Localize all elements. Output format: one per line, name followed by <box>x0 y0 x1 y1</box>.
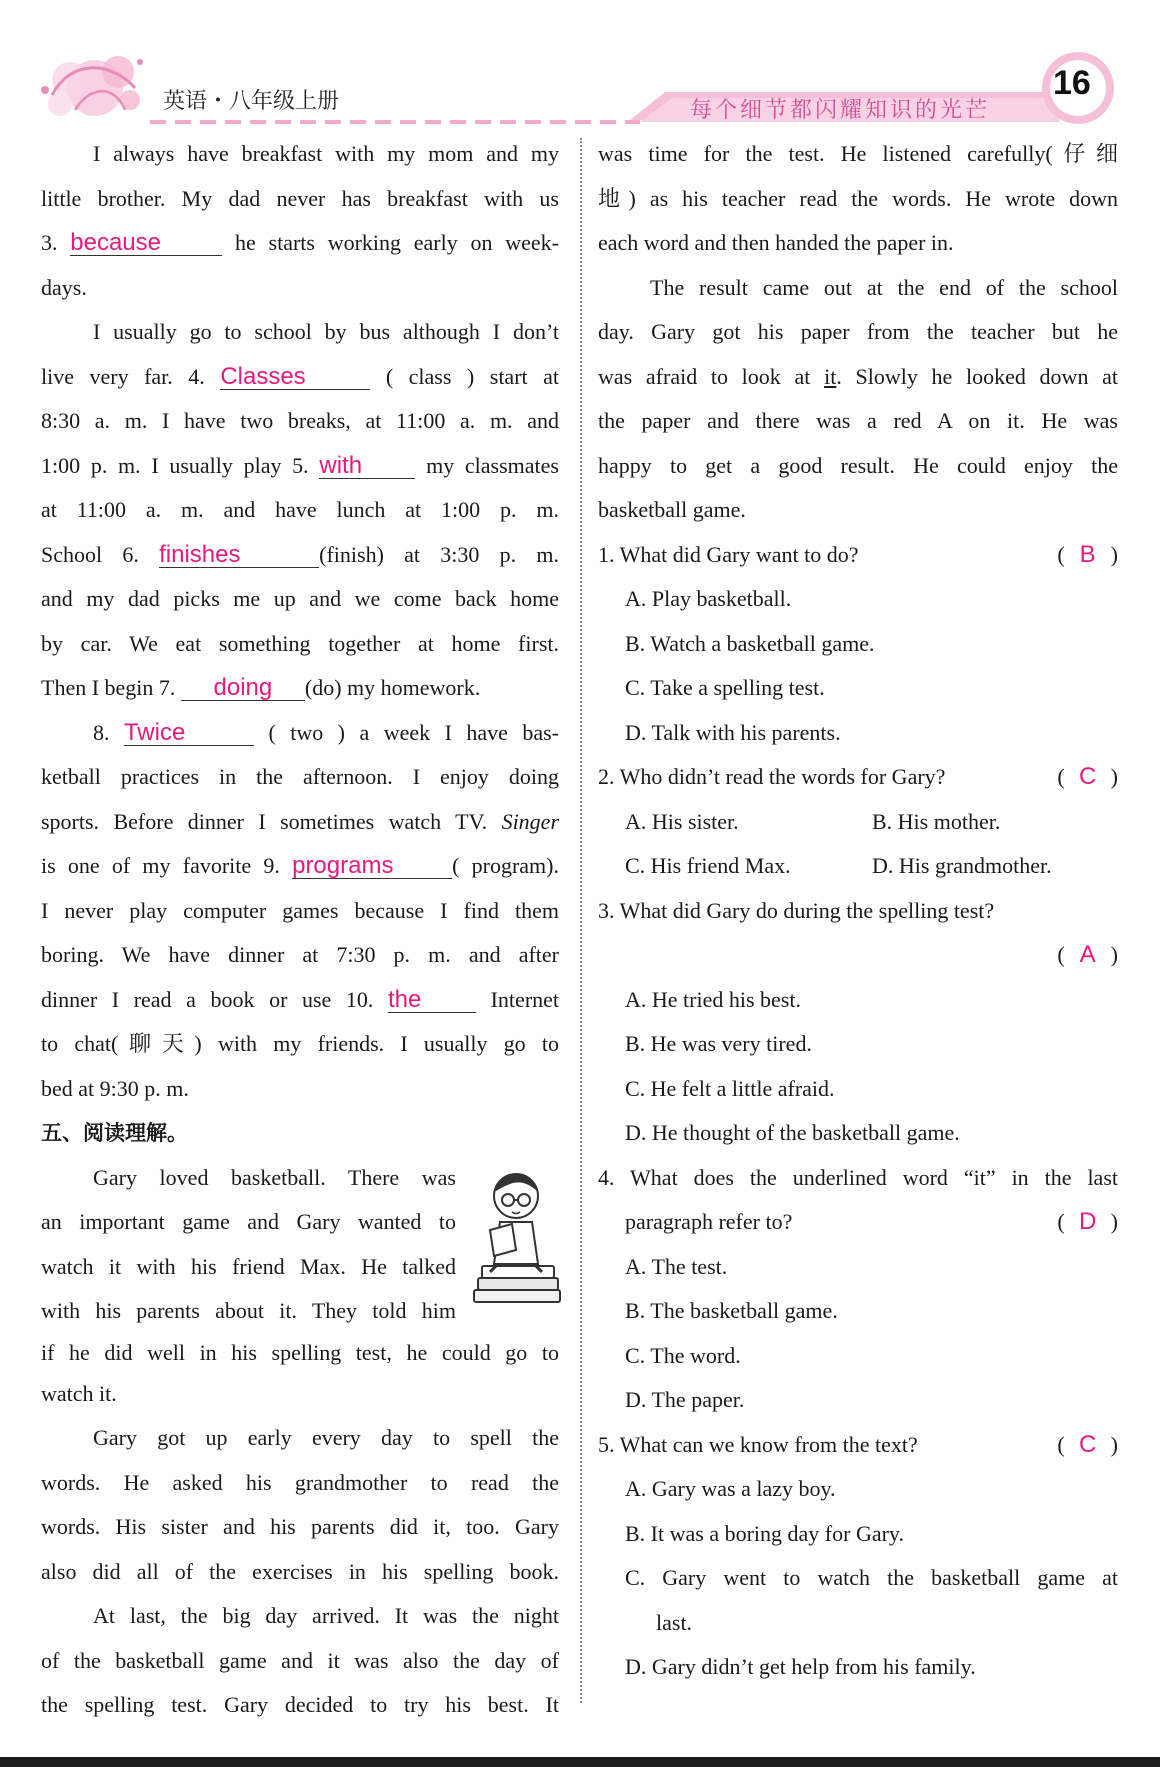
text-line: at 11:00 a. m. and have lunch at 1:00 p. m. <box>41 497 559 522</box>
text-line: the paper and there was a red A on it. He was <box>598 408 1118 433</box>
text-line: words. He asked his grandmother to read the <box>41 1469 559 1495</box>
boy-reading-illustration-icon <box>470 1160 565 1310</box>
text-line: little brother. My dad never has breakfast with us <box>41 185 559 211</box>
text-fragment: ( program). <box>452 853 559 878</box>
text-line: happy to get a good result. He could enjoy the <box>598 452 1118 478</box>
text-line: ketball practices in the afternoon. I enjoy doing <box>41 764 559 789</box>
option-row <box>598 800 1118 845</box>
option[interactable]: B. Watch a basketball game. <box>625 630 875 656</box>
text-line: by car. We eat something together at home first. <box>41 630 559 656</box>
page-header <box>0 0 1160 130</box>
floral-ornament-icon <box>41 56 143 116</box>
option[interactable] <box>598 1556 1118 1645</box>
text-line: was time for the test. He listened carefully(仔细 <box>598 141 1118 166</box>
answer-bracket: ( D ) <box>1057 1200 1118 1245</box>
text-line <box>41 444 559 489</box>
text-line <box>41 666 559 711</box>
option[interactable]: A. Gary was a lazy boy. <box>625 1476 836 1501</box>
question-3: 3. What did Gary do during the spelling test? <box>598 897 995 923</box>
option[interactable]: D. Gary didn’t get help from his family. <box>625 1654 976 1679</box>
question-text: 1. What did Gary want to do? <box>598 541 859 567</box>
answer-blank-7[interactable]: doing <box>181 676 305 701</box>
answer-q5[interactable]: C <box>1079 1430 1097 1458</box>
text-line <box>41 221 559 266</box>
option[interactable]: A. His sister. <box>625 808 739 834</box>
text-line <box>41 355 559 400</box>
answer-q3[interactable]: A <box>1079 941 1096 968</box>
option[interactable]: D. His grandmother. <box>872 853 1052 878</box>
text-fragment: ( class ) start at <box>385 363 560 389</box>
text-line: I never play computer games because I find them <box>41 897 559 923</box>
question-text: 2. Who didn’t read the words for Gary? <box>598 764 946 789</box>
text-line: of the basketball game and it was also the day of <box>41 1647 559 1673</box>
header-motto: 每个细节都闪耀知识的光芒 <box>690 98 991 123</box>
text-line: 8:30 a. m. I have two breaks, at 11:00 a. m. and <box>41 408 559 433</box>
text-line: if he did well in his spelling test, he could go to <box>41 1339 559 1365</box>
text-line <box>41 844 559 889</box>
page-number: 16 <box>1053 64 1091 102</box>
text-line: I always have breakfast with my mom and my <box>93 141 559 166</box>
text-fragment: Internet <box>490 986 560 1012</box>
italic-title: Singer <box>501 808 560 834</box>
underlined-word: it <box>824 363 837 389</box>
text-line: basketball game. <box>598 497 746 522</box>
answer-blank-4[interactable]: Classes <box>220 365 370 390</box>
answer-blank-9[interactable]: programs <box>292 854 452 879</box>
answer-bracket: ( C ) <box>1057 1423 1118 1468</box>
text-line: days. <box>41 274 87 300</box>
question-1 <box>598 533 1118 578</box>
text-fragment: 8. <box>93 719 110 745</box>
text-line <box>41 533 559 578</box>
option[interactable]: D. He thought of the basketball game. <box>625 1120 960 1145</box>
text-line: watch it. <box>41 1380 117 1406</box>
option-line: C. Gary went to watch the basketball game at <box>625 1565 1118 1590</box>
answer-bracket: ( A ) <box>598 933 1118 978</box>
question-4-cont <box>598 1200 1118 1245</box>
answer-bracket: ( B ) <box>1057 533 1118 578</box>
option[interactable]: D. The paper. <box>625 1387 745 1412</box>
answer-q2[interactable]: C <box>1079 763 1097 790</box>
answer-blank-3[interactable]: because <box>70 231 222 256</box>
text-line <box>41 800 559 845</box>
option-line: last. <box>656 1609 693 1635</box>
book-title: 英语・八年级上册 <box>163 89 340 114</box>
answer-blank-8[interactable]: Twice <box>124 721 254 746</box>
text-fragment: is one of my favorite 9. <box>41 853 280 878</box>
option[interactable]: A. Play basketball. <box>625 586 792 611</box>
text-line: each word and then handed the paper in. <box>598 230 954 255</box>
column-divider <box>580 138 582 1703</box>
answer-q4[interactable]: D <box>1079 1208 1097 1235</box>
text-line: Gary got up early every day to spell the <box>93 1425 559 1450</box>
text-line <box>41 978 559 1023</box>
text-fragment: (finish) at 3:30 p. m. <box>319 541 559 567</box>
option[interactable]: B. His mother. <box>872 808 1001 834</box>
text-line: 地) as his teacher read the words. He wrote down <box>598 185 1118 211</box>
text-line <box>598 355 1118 400</box>
bottom-bar <box>0 1757 1160 1767</box>
question-text: 5. What can we know from the text? <box>598 1431 918 1457</box>
blank-number: 3. <box>41 230 58 255</box>
option[interactable]: C. Take a spelling test. <box>625 675 825 700</box>
text-line <box>41 711 559 756</box>
text-line: boring. We have dinner at 7:30 p. m. and after <box>41 942 559 967</box>
text-line: and my dad picks me up and we come back home <box>41 586 559 611</box>
text-fragment: Then I begin 7. <box>41 675 176 700</box>
text-fragment: my classmates <box>426 452 559 478</box>
question-2 <box>598 755 1118 800</box>
option[interactable]: B. The basketball game. <box>625 1298 838 1323</box>
option-row <box>598 844 1118 889</box>
text-line: with his parents about it. They told him <box>41 1298 456 1323</box>
answer-blank-10[interactable]: the <box>388 988 476 1013</box>
text-line: I usually go to school by bus although I don’t <box>93 319 559 344</box>
text-fragment: was afraid to look at <box>598 363 811 389</box>
text-fragment: ( two ) a week I have bas- <box>268 719 560 745</box>
text-line: an important game and Gary wanted to <box>41 1209 456 1234</box>
text-fragment: School 6. <box>41 541 139 567</box>
text-fragment: dinner I read a book or use 10. <box>41 986 374 1012</box>
section-heading: 五、阅读理解。 <box>41 1121 188 1145</box>
option[interactable]: B. He was very tired. <box>625 1031 812 1056</box>
text-line: bed at 9:30 p. m. <box>41 1075 189 1101</box>
question-4: 4. What does the underlined word “it” in the last <box>598 1164 1118 1190</box>
text-line: watch it with his friend Max. He talked <box>41 1253 456 1279</box>
text-fragment: sports. Before dinner I sometimes watch TV. <box>41 808 488 834</box>
right-column <box>598 132 1118 1690</box>
text-fragment: (do) my homework. <box>304 675 481 700</box>
text-line: to chat(聊天) with my friends. I usually go to <box>41 1031 559 1056</box>
text-line: day. Gary got his paper from the teacher but he <box>598 319 1118 344</box>
text-line: also did all of the exercises in his spelling book. <box>41 1558 559 1584</box>
text-line: Gary loved basketball. There was <box>93 1164 456 1190</box>
text-fragment: 1:00 p. m. I usually play 5. <box>41 452 309 478</box>
text-line: the spelling test. Gary decided to try his best. It <box>41 1692 559 1717</box>
text-fragment: . Slowly he looked down at <box>836 363 1119 389</box>
text-fragment: he starts working early on week- <box>235 230 559 255</box>
option[interactable]: A. The test. <box>625 1253 728 1279</box>
option[interactable]: C. He felt a little afraid. <box>625 1075 835 1101</box>
left-column <box>41 132 559 1728</box>
option[interactable]: A. He tried his best. <box>625 986 801 1012</box>
option[interactable]: B. It was a boring day for Gary. <box>625 1520 904 1546</box>
option[interactable]: D. Talk with his parents. <box>625 719 841 745</box>
answer-blank-5[interactable]: with <box>319 454 415 479</box>
question-text: paragraph refer to? <box>625 1209 793 1234</box>
text-line: At last, the big day arrived. It was the night <box>93 1603 559 1628</box>
answer-blank-6[interactable]: finishes <box>159 543 319 568</box>
answer-q1[interactable]: B <box>1079 540 1096 568</box>
text-line: The result came out at the end of the school <box>650 274 1118 300</box>
text-fragment: live very far. 4. <box>41 363 205 389</box>
text-line: words. His sister and his parents did it, too. Gary <box>41 1514 559 1539</box>
option[interactable]: C. His friend Max. <box>625 853 791 878</box>
option[interactable]: C. The word. <box>625 1342 741 1368</box>
question-5 <box>598 1423 1118 1468</box>
answer-bracket: ( C ) <box>1057 755 1118 800</box>
